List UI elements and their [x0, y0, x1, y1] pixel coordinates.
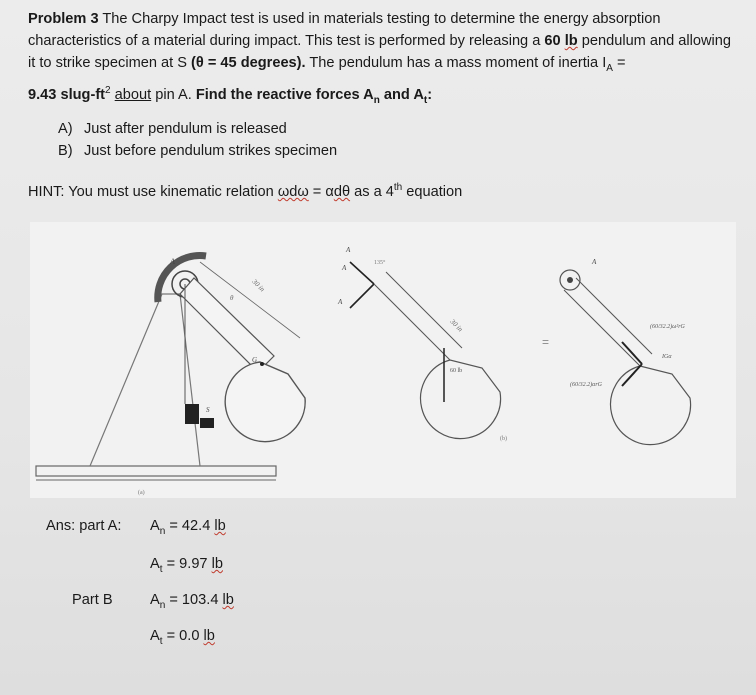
fbd-arm-1: [374, 284, 450, 360]
dtheta: dθ: [333, 183, 351, 200]
label-omega2: (60/32.2)ω²rG: [650, 324, 685, 330]
label-fig-b: (b): [500, 436, 507, 442]
specimen-s: [185, 404, 199, 424]
label-iga: IGα: [662, 354, 672, 360]
label-30in-2: 30 in: [448, 317, 465, 334]
part-a-question: A) Just after pendulum is released: [58, 121, 287, 137]
problem-label: Problem 3: [28, 11, 99, 27]
find-colon: :: [427, 86, 433, 103]
pendulum-head: [225, 362, 305, 442]
part-b-answer-label: Part B: [72, 592, 113, 608]
find-and: and A: [379, 86, 424, 103]
problem-statement: [28, 8, 740, 112]
fbd-arm-2: [386, 272, 462, 348]
kinetic-head: [611, 366, 691, 445]
label-s: S: [206, 406, 210, 414]
anvil: [200, 418, 214, 428]
part-a-at-answer: $A_t = 9.97$ lb: [150, 556, 223, 575]
pendulum-weight: 60: [544, 33, 561, 49]
problem-text-2: pendulum and allowing it to strike specimen at S: [28, 33, 732, 71]
label-60lb: 60 lb: [450, 368, 463, 374]
inertia-value: 9.43 slug-ft: [28, 86, 106, 103]
label-fig-a: (a): [138, 490, 145, 496]
inertia-exponent: 2: [105, 84, 111, 96]
label-a-2: A: [342, 264, 347, 272]
part-b-at-answer: $A_t = 0.0$ lb: [150, 628, 215, 647]
equals-sign: =: [542, 335, 550, 349]
problem-text-5: pin A.: [151, 86, 196, 103]
inertia-subscript: A: [606, 62, 613, 74]
find-text: Find the reactive forces A: [195, 86, 374, 103]
omega-domega: ωdω: [277, 183, 309, 200]
mass-center-g: [260, 362, 264, 366]
find-n-sub: n: [373, 94, 380, 106]
charpy-figure: [30, 222, 736, 498]
label-at-fbd: A: [338, 298, 343, 306]
problem-text-3: The pendulum has a mass moment of inertia I: [305, 55, 607, 71]
label-an-fbd: A: [346, 246, 351, 254]
label-theta-1: θ: [230, 294, 234, 302]
problem-text-1: The Charpy Impact test is used in materials testing to determine the energy absorption characteristics of a material during impact. This test is performed by releasing a: [28, 11, 661, 49]
label-135deg: 135°: [374, 260, 386, 266]
question-parts: [58, 118, 337, 162]
inertial-arrow-2: [622, 364, 642, 386]
kinetic-pivot-center: [567, 277, 573, 283]
base-plate: [36, 466, 276, 476]
part-b-question: B) Just before pendulum strikes specimen: [58, 143, 338, 159]
label-alpha: (60/32.2)αrG: [570, 382, 602, 388]
label-g-1: G: [252, 356, 258, 364]
part-a-an-answer: $A_n = 42.4$ lb: [150, 518, 226, 537]
find-t-sub: t: [423, 94, 428, 106]
charpy-diagram: [30, 222, 736, 498]
an-force-arrow: [350, 262, 374, 284]
stand-frame: [90, 294, 200, 466]
label-a-1: A: [170, 257, 175, 266]
label-30in-1: 30 in: [250, 277, 267, 294]
problem-text-4: =: [612, 55, 626, 71]
part-b-an-answer: $A_n = 103.4$ lb: [150, 592, 234, 611]
at-force-arrow: [350, 284, 374, 308]
weight-unit: lb: [564, 33, 578, 49]
label-a-3: A: [592, 258, 597, 266]
hint-text: HINT: You must use kinematic relation ωdω = αdθ as a 4th equation: [28, 182, 463, 200]
about-word: about: [114, 86, 152, 103]
inertial-arrow-1: [622, 342, 642, 364]
kinetic-arm-2: [576, 278, 652, 354]
part-a-answer-label: Ans: part A:: [46, 518, 122, 534]
kinetic-arm-1: [564, 290, 640, 366]
theta-value: (θ = 45 degrees).: [191, 55, 306, 71]
